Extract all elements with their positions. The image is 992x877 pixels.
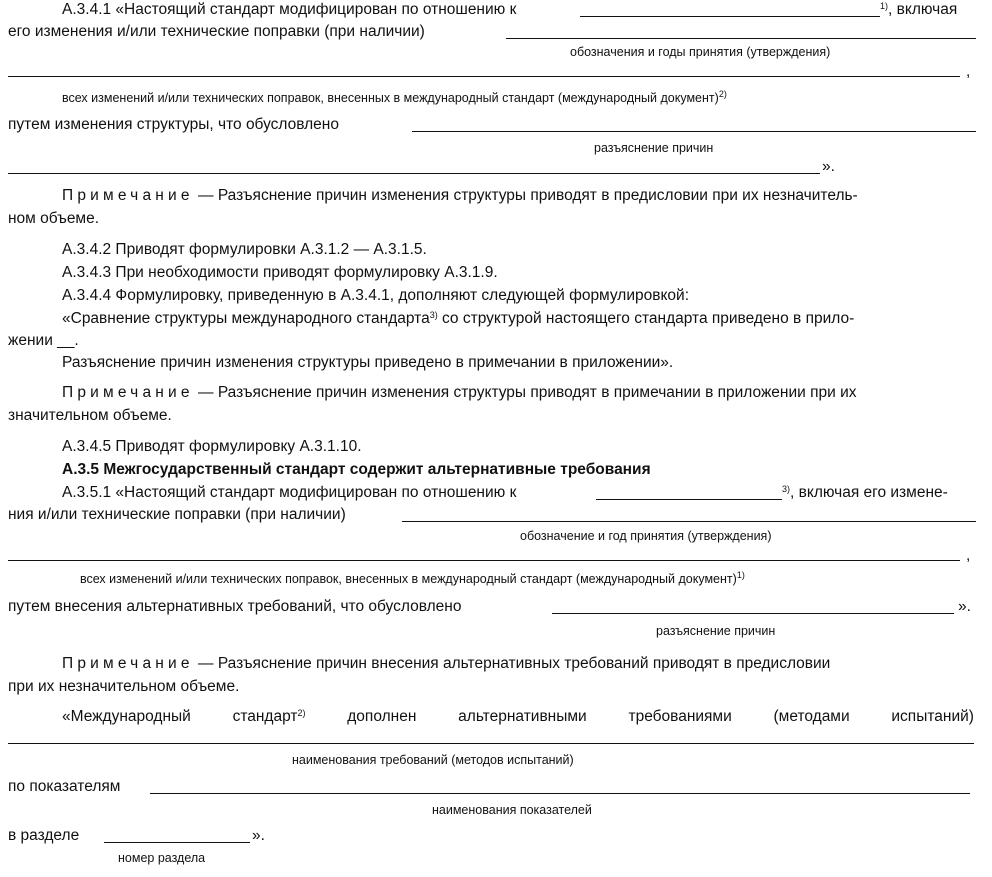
blank-line (8, 173, 820, 174)
word: «Международный (62, 708, 191, 725)
blank-line (104, 842, 250, 843)
blank-line (506, 38, 976, 39)
a343: А.3.4.3 При необходимости приводят формулировку А.3.1.9. (62, 264, 498, 281)
blank-line (8, 743, 974, 744)
a341-line2: его изменения и/или технические поправки (при наличии) (8, 23, 425, 40)
word: дополнен (347, 708, 417, 725)
a341-line1-end: $^{1)}$, включая (880, 1, 958, 18)
caption: всех изменений и/или технических поправок, внесенных в международный стандарт (международный документ)$^{1)}$ (80, 570, 745, 586)
note: Примечание — Разъяснение причин внесения альтернативных требований приводят в предисловии (62, 655, 831, 672)
caption: наименования показателей (432, 803, 592, 817)
a344-line1: А.3.4.4 Формулировку, приведенную в А.3.4.1, дополняют следующей формулировкой: (62, 287, 690, 304)
word: испытаний) (891, 708, 974, 725)
quote-end: ». (822, 158, 835, 175)
section-heading: А.3.5 Межгосударственный стандарт содержит альтернативные требования (62, 461, 651, 478)
blank-line (8, 560, 960, 561)
blank-line (150, 793, 970, 794)
blank-line (8, 76, 960, 77)
a351-line1: А.3.5.1 «Настоящий стандарт модифицирован по отношению к (62, 484, 517, 501)
comma: , (966, 63, 971, 80)
blank-line (552, 613, 954, 614)
caption: разъяснение причин (656, 624, 776, 638)
a351-line3: путем внесения альтернативных требований, что обусловлено (8, 598, 462, 615)
a351-line1-end: $^{3)}$, включая его измене- (782, 484, 948, 501)
blank-line (412, 131, 976, 132)
note-cont: значительном объеме. (8, 407, 172, 424)
caption: номер раздела (118, 851, 206, 865)
a351-line6: в разделе (8, 827, 80, 844)
word: стандарт$^{2)}$ (232, 708, 306, 725)
note: Примечание — Разъяснение причин изменения структуры приводят в примечании в приложении при их (62, 384, 857, 401)
caption: наименования требований (методов испытаний) (292, 753, 574, 767)
note: Примечание — Разъяснение причин изменения структуры приводят в предисловии при их незначитель- (62, 187, 858, 204)
a351-line2: ния и/или технические поправки (при наличии) (8, 506, 346, 523)
intl-standard-line (62, 707, 974, 727)
caption: обозначения и годы принятия (утверждения) (570, 45, 831, 59)
word: альтернативными (458, 708, 587, 725)
caption: всех изменений и/или технических поправок, внесенных в международный стандарт (международный документ)$^{2)}$ (62, 89, 727, 105)
quote-end: ». (958, 598, 971, 615)
blank-line (580, 16, 880, 17)
quote-end: ». (252, 827, 265, 844)
word: требованиями (628, 708, 732, 725)
a345: А.3.4.5 Приводят формулировку А.3.1.10. (62, 438, 362, 455)
blank-line (402, 521, 976, 522)
a344-line2: «Сравнение структуры международного стандарта$^{3)}$ со структурой настоящего стандарта приведено в прило- (62, 310, 855, 327)
blank-line (596, 499, 782, 500)
a344-line4: Разъяснение причин изменения структуры приведено в примечании в приложении». (62, 354, 674, 371)
comma: , (966, 547, 971, 564)
caption: разъяснение причин (594, 141, 714, 155)
word: (методами (773, 708, 850, 725)
a341-line1: А.3.4.1 «Настоящий стандарт модифицирован по отношению к (62, 1, 517, 18)
a351-line5: по показателям (8, 778, 121, 795)
note-cont: при их незначительном объеме. (8, 678, 240, 695)
note-cont: ном объеме. (8, 210, 100, 227)
a344-line3: жении __. (8, 332, 79, 349)
a341-line3: путем изменения структуры, что обусловлено (8, 116, 339, 133)
caption: обозначение и год принятия (утверждения) (520, 529, 772, 543)
a342: А.3.4.2 Приводят формулировки А.3.1.2 — А.3.1.5. (62, 241, 427, 258)
